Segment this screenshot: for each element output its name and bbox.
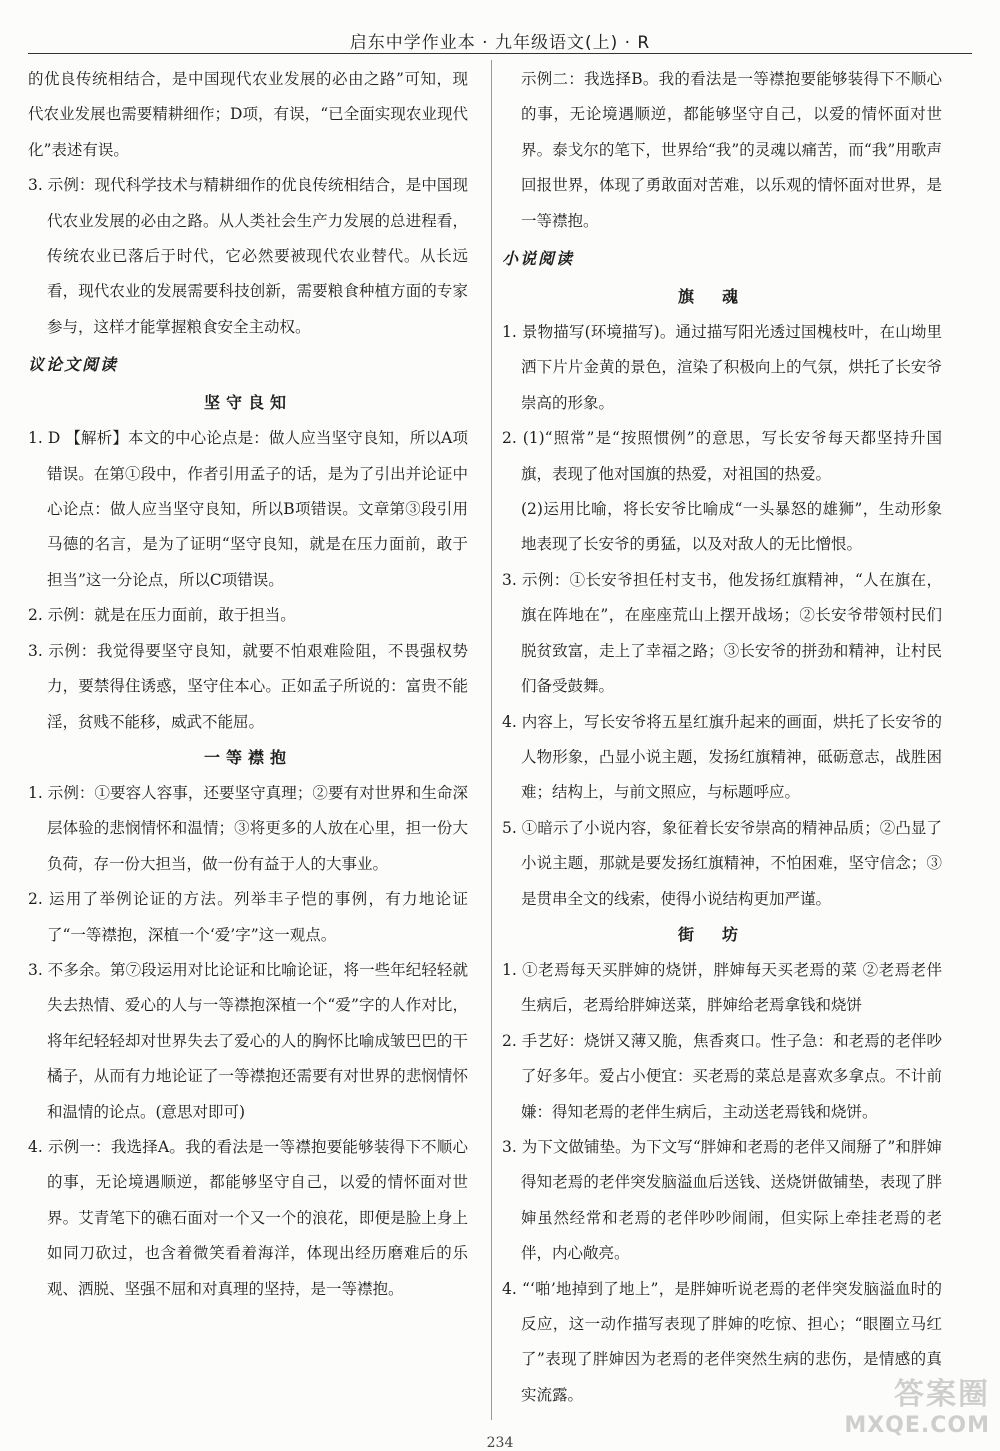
watermark-text-top: 答案圈 [894, 1377, 990, 1412]
answer-item: 1. 示例：①要容人容事，还要坚守真理；②要有对世界和生命深层体验的悲悯情怀和温情；③将更多的人放在心里，担一份大负荷，存一份大担当，做一份有益于人的大事业。 [28, 783, 468, 873]
continued-paragraph: 示例二：我选择B。我的看法是一等襟抱要能够装得下不顺心的事，无论境遇顺逆，都能够坚守自己，以爱的情怀面对世界。泰戈尔的笔下，世界给“我”的灵魂以痛苦，而“我”用歌声回报世界，体现了勇敢面对苦难，以乐观的情怀面对世界，是一等襟抱。 [521, 70, 942, 230]
answer-item: 1. ①老焉每天买胖婶的烧饼，胖婶每天买老焉的菜 ②老焉老伴生病后，老焉给胖婶送菜，胖婶给老焉拿钱和烧饼 [502, 960, 942, 1015]
answer-item: 3. 为下文做铺垫。为下文写“胖婶和老焉的老伴又闹掰了”和胖婶得知老焉的老伴突发脑溢血后送钱、送烧饼做铺垫，表现了胖婶虽然经常和老焉的老伴吵吵闹闹，但实际上牵挂老焉的老伴，内心敞亮。 [502, 1137, 942, 1263]
article-title-qihun: 旗魂 [677, 287, 766, 307]
continued-paragraph: 的优良传统相结合，是中国现代农业发展的必由之路”可知，现代农业发展也需要精耕细作；D项，有误，“已全面实现农业现代化”表述有误。 [28, 70, 468, 159]
answer-item: 3. 示例：现代科学技术与精耕细作的优良传统相结合，是中国现代农业发展的必由之路。从人类社会生产力发展的总进程看，传统农业已落后于时代，它必然要被现代农业替代。从长远看，现代农业的发展需要科技创新，需要粮食种植方面的专家参与，这样才能掌握粮食安全主动权。 [28, 176, 468, 336]
header-rule [28, 53, 972, 54]
answer-item: 5. ①暗示了小说内容，象征着长安爷崇高的精神品质；②凸显了小说主题，那就是要发扬红旗精神，不怕困难，坚守信念；③是贯串全文的线索，使得小说结构更加严谨。 [502, 818, 942, 908]
answer-item: 4. 内容上，写长安爷将五星红旗升起来的画面，烘托了长安爷的人物形象，凸显小说主题，发扬红旗精神，砥砺意志，战胜困难；结构上，与前文照应，与标题呼应。 [502, 712, 942, 802]
section-heading-fiction: 小说阅读 [502, 249, 575, 269]
article-title-jiefang: 街坊 [677, 924, 766, 944]
left-column [28, 62, 468, 1307]
page-header [28, 0, 972, 58]
answer-item: 2. 示例：就是在压力面前，敢于担当。 [28, 606, 296, 625]
answer-item: 2. 手艺好：烧饼又薄又脆，焦香爽口。性子急：和老焉的老伴吵了好多年。爱占小便宜：买老焉的菜总是喜欢多拿点。不计前嫌：得知老焉的老伴生病后，主动送老焉钱和烧饼。 [502, 1031, 942, 1121]
answer-item: 3. 示例：①长安爷担任村支书，他发扬红旗精神，“人在旗在，旗在阵地在”，在座座荒山上摆开战场；②长安爷带领村民们脱贫致富，走上了幸福之路；③长安爷的拼劲和精神，让村民们备受鼓舞。 [502, 570, 942, 696]
section-heading-argumentative: 议论文阅读 [28, 355, 119, 375]
answer-item: 4. 示例一：我选择A。我的看法是一等襟抱要能够装得下不顺心的事，无论境遇顺逆，都能够坚守自己，以爱的情怀面对世界。艾青笔下的礁石面对一个又一个的浪花，即便是脸上身上如同刀砍过，也含着微笑看着海洋，体现出经历磨难后的乐观、洒脱、坚强不屈和对真理的坚持，是一等襟抱。 [28, 1137, 468, 1298]
page-number: 234 [486, 1436, 514, 1451]
answer-item: 3. 示例：我觉得要坚守良知，就要不怕艰难险阻，不畏强权势力，要禁得住诱惑，坚守住本心。正如孟子所说的：富贵不能淫，贫贱不能移，威武不能屈。 [28, 641, 468, 731]
answer-item: 2. 运用了举例论证的方法。列举丰子恺的事例，有力地论证了“一等襟抱，深植一个‘爱’字”这一观点。 [28, 890, 468, 944]
answer-item: 2. (1)“照常”是“按照惯例”的意思，写长安爷每天都坚持升国旗，表现了他对国旗的热爱，对祖国的热爱。 [502, 429, 942, 483]
answer-item: 1. 景物描写(环境描写)。通过描写阳光透过国槐枝叶，在山坳里洒下片片金黄的景色，渲染了积极向上的气氛，烘托了长安爷崇高的形象。 [502, 323, 942, 412]
running-header-title: 启东中学作业本 · 九年级语文(上) · R [349, 33, 651, 53]
right-column [502, 62, 942, 1413]
answer-subitem: (2)运用比喻，将长安爷比喻成“一头暴怒的雄狮”，生动形象地表现了长安爷的勇猛，以及对敌人的无比憎恨。 [521, 500, 942, 554]
answer-item: 3. 不多余。第⑦段运用对比论证和比喻论证，将一些年纪轻轻就失去热情、爱心的人与一等襟抱深植一个“爱”字的人作对比，将年纪轻轻却对世界失去了爱心的人的胸怀比喻成皱巴巴的干橘子，从而有力地论证了一等襟抱还需要有对世界的悲悯情怀和温情的论点。(意思对即可) [28, 960, 468, 1121]
watermark-logo [790, 1378, 990, 1448]
column-divider [491, 60, 492, 1420]
article-title-yideng: 一等襟抱 [203, 747, 292, 767]
watermark-text-bottom: MXQE.COM [844, 1413, 990, 1438]
answer-item: 4. “‘啪’地掉到了地上”，是胖婶听说老焉的老伴突发脑溢血时的反应，这一动作描写表现了胖婶的吃惊、担心；“眼圈立马红了”表现了胖婶因为老焉的老伴突然生病的悲伤，是情感的真实流露。 [502, 1279, 942, 1404]
article-title-jianshou: 坚守良知 [203, 393, 292, 413]
answer-item: 1. D 【解析】本文的中心论点是：做人应当坚守良知，所以A项错误。在第①段中，作者引用孟子的话，是为了引出并论证中心论点：做人应当坚守良知，所以B项错误。文章第③段引用马德的名言，是为了证明“坚守良知，就是在压力面前，敢于担当”这一分论点，所以C项错误。 [28, 429, 468, 589]
